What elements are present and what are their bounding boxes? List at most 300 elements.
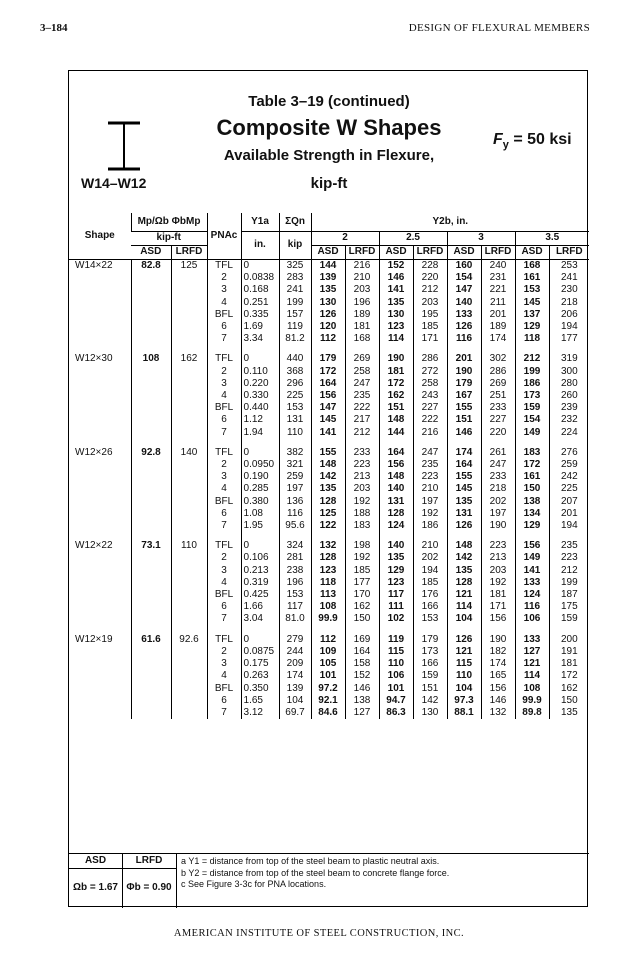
pna-cell: 3	[207, 284, 241, 296]
table-continued-title: Table 3–19 (continued)	[248, 93, 410, 110]
y1-cell: 1.69	[241, 321, 279, 333]
spacer-cell	[345, 345, 379, 353]
mp-blank	[131, 496, 171, 508]
sumq-cell: 283	[279, 272, 311, 284]
pna-cell: 7	[207, 613, 241, 625]
table-row	[69, 390, 589, 402]
shape-name: W12×22	[75, 540, 113, 552]
spacer-cell	[69, 532, 131, 540]
mp-blank	[171, 414, 207, 426]
strength-cell: 216	[413, 427, 447, 439]
sumq-cell: 153	[279, 589, 311, 601]
strength-cell: 179	[413, 634, 447, 646]
omega-value: Ωb = 1.67	[73, 882, 118, 893]
strength-cell: 240	[481, 260, 515, 273]
strength-cell: 220	[413, 272, 447, 284]
spacer-cell	[379, 532, 413, 540]
spacer-cell	[379, 345, 413, 353]
spacer-cell	[311, 345, 345, 353]
strength-cell: 124	[379, 520, 413, 532]
strength-cell: 223	[481, 540, 515, 552]
strength-cell: 212	[549, 565, 589, 577]
strength-cell: 183	[345, 520, 379, 532]
y1-cell: 1.95	[241, 520, 279, 532]
sumq-cell: 368	[279, 366, 311, 378]
y1-cell: 0.168	[241, 284, 279, 296]
y1-cell: 0.440	[241, 402, 279, 414]
strength-cell: 127	[345, 707, 379, 719]
strength-cell: 130	[311, 297, 345, 309]
pna-cell: BFL	[207, 683, 241, 695]
mp-blank	[131, 483, 171, 495]
strength-cell: 224	[549, 427, 589, 439]
mp-blank	[171, 483, 207, 495]
spacer-cell	[447, 532, 481, 540]
sumq-cell: 110	[279, 427, 311, 439]
strength-cell: 200	[549, 634, 589, 646]
strength-cell: 164	[311, 378, 345, 390]
sumq-cell: 225	[279, 390, 311, 402]
table-row	[69, 658, 589, 670]
strength-cell: 124	[515, 589, 549, 601]
spacer-cell	[515, 439, 549, 447]
strength-cell: 213	[481, 552, 515, 564]
strength-cell: 156	[311, 390, 345, 402]
strength-cell: 174	[447, 447, 481, 459]
strength-cell: 89.8	[515, 707, 549, 719]
mp-blank	[131, 427, 171, 439]
strength-cell: 140	[447, 297, 481, 309]
strength-cell: 121	[447, 589, 481, 601]
y1-cell: 0.319	[241, 577, 279, 589]
strength-cell: 272	[413, 366, 447, 378]
group-spacer	[69, 345, 589, 353]
sumq-cell: 104	[279, 695, 311, 707]
spacer-cell	[207, 626, 241, 634]
strength-cell: 155	[447, 471, 481, 483]
strength-cell: 302	[481, 353, 515, 365]
strength-cell: 181	[379, 366, 413, 378]
strength-cell: 203	[345, 284, 379, 296]
strength-cell: 153	[515, 284, 549, 296]
mp-blank	[131, 333, 171, 345]
strength-cell: 216	[345, 260, 379, 273]
mp-blank	[131, 508, 171, 520]
y1-cell: 0.0838	[241, 272, 279, 284]
spacer-cell	[311, 626, 345, 634]
strength-cell: 189	[481, 321, 515, 333]
footnote-a: a Y1 = distance from top of the steel beam to plastic neutral axis.	[181, 856, 440, 866]
strength-cell: 155	[447, 402, 481, 414]
strength-cell: 190	[447, 366, 481, 378]
strength-cell: 165	[481, 670, 515, 682]
strength-cell: 150	[549, 695, 589, 707]
strength-cell: 198	[345, 540, 379, 552]
strength-cell: 159	[515, 402, 549, 414]
strength-cell: 159	[413, 670, 447, 682]
mp-blank	[171, 321, 207, 333]
table-row	[69, 520, 589, 532]
spacer-cell	[131, 626, 171, 634]
mp-blank	[131, 601, 171, 613]
shape-blank	[69, 552, 131, 564]
resistance-factor-box	[69, 854, 176, 908]
strength-cell: 186	[515, 378, 549, 390]
strength-cell: 231	[481, 272, 515, 284]
mp-blank	[171, 366, 207, 378]
strength-cell: 145	[311, 414, 345, 426]
spacer-cell	[131, 439, 171, 447]
strength-cell: 223	[549, 552, 589, 564]
shape-blank	[69, 309, 131, 321]
pna-cell: BFL	[207, 309, 241, 321]
strength-cell: 97.3	[447, 695, 481, 707]
mp-lrfd: 162	[171, 353, 207, 365]
mp-blank	[171, 284, 207, 296]
sumq-cell: 119	[279, 321, 311, 333]
shape-blank	[69, 297, 131, 309]
group-spacer	[69, 532, 589, 540]
strength-cell: 135	[447, 565, 481, 577]
mp-asd: 61.6	[131, 634, 171, 646]
sumq-cell: 174	[279, 670, 311, 682]
spacer-cell	[241, 345, 279, 353]
strength-cell: 104	[447, 683, 481, 695]
mp-blank	[171, 508, 207, 520]
mp-blank	[171, 658, 207, 670]
sumq-cell: 157	[279, 309, 311, 321]
yield-strength-label: $F_y = 50$ ksi	[493, 131, 572, 152]
footer-asd-label: ASD	[84, 855, 107, 866]
mp-asd: 108	[131, 353, 171, 365]
strength-cell: 269	[345, 353, 379, 365]
shape-blank	[69, 683, 131, 695]
strength-cell: 201	[549, 508, 589, 520]
strength-cell: 162	[379, 390, 413, 402]
col-asd: ASD	[379, 246, 413, 260]
strength-cell: 129	[515, 520, 549, 532]
table-row	[69, 260, 589, 273]
shape-range-label: W14–W12	[81, 175, 147, 191]
strength-cell: 276	[549, 447, 589, 459]
strength-cell: 194	[549, 520, 589, 532]
mp-blank	[171, 683, 207, 695]
strength-cell: 133	[447, 309, 481, 321]
y1-cell: 0.190	[241, 471, 279, 483]
strength-cell: 152	[345, 670, 379, 682]
strength-cell: 92.1	[311, 695, 345, 707]
mp-blank	[131, 695, 171, 707]
strength-cell: 147	[311, 402, 345, 414]
col-lrfd: LRFD	[481, 246, 515, 260]
sumq-cell: 259	[279, 471, 311, 483]
mp-blank	[131, 707, 171, 719]
mp-blank	[131, 459, 171, 471]
strength-cell: 146	[447, 427, 481, 439]
y1-cell: 0.213	[241, 565, 279, 577]
sumq-cell: 209	[279, 658, 311, 670]
mp-lrfd: 140	[171, 447, 207, 459]
strength-cell: 280	[549, 378, 589, 390]
strength-cell: 141	[379, 284, 413, 296]
spacer-cell	[413, 626, 447, 634]
col-lrfd: LRFD	[345, 246, 379, 260]
strength-cell: 128	[311, 552, 345, 564]
table-row	[69, 683, 589, 695]
strength-cell: 118	[311, 577, 345, 589]
strength-cell: 145	[515, 297, 549, 309]
y1-cell: 0.350	[241, 683, 279, 695]
pna-cell: 4	[207, 577, 241, 589]
strength-cell: 196	[345, 297, 379, 309]
strength-cell: 217	[345, 414, 379, 426]
pna-cell: TFL	[207, 260, 241, 273]
sumq-cell: 69.7	[279, 707, 311, 719]
strength-cell: 286	[413, 353, 447, 365]
strength-cell: 101	[379, 683, 413, 695]
pna-cell: 3	[207, 471, 241, 483]
strength-cell: 156	[515, 540, 549, 552]
strength-cell: 187	[549, 589, 589, 601]
strength-cell: 126	[447, 520, 481, 532]
spacer-cell	[481, 439, 515, 447]
shape-blank	[69, 427, 131, 439]
table-frame	[68, 70, 588, 907]
strength-cell: 218	[549, 297, 589, 309]
strength-cell: 121	[447, 646, 481, 658]
strength-cell: 227	[413, 402, 447, 414]
strength-cell: 197	[481, 508, 515, 520]
pna-cell: 2	[207, 272, 241, 284]
strength-cell: 108	[311, 601, 345, 613]
section-title: DESIGN OF FLEXURAL MEMBERS	[408, 22, 590, 34]
strength-cell: 110	[379, 658, 413, 670]
strength-cell: 218	[481, 483, 515, 495]
spacer-cell	[69, 626, 131, 634]
strength-cell: 144	[379, 427, 413, 439]
strength-cell: 185	[413, 321, 447, 333]
spacer-cell	[345, 626, 379, 634]
mp-lrfd: 125	[171, 260, 207, 273]
strength-cell: 242	[549, 471, 589, 483]
strength-cell: 203	[345, 483, 379, 495]
table-row	[69, 483, 589, 495]
strength-cell: 233	[481, 471, 515, 483]
shape-blank	[69, 496, 131, 508]
strength-cell: 142	[311, 471, 345, 483]
table-row	[69, 646, 589, 658]
y1-cell: 1.94	[241, 427, 279, 439]
table-row	[69, 601, 589, 613]
strength-cell: 261	[481, 447, 515, 459]
table-row	[69, 634, 589, 646]
col-asd: ASD	[311, 246, 345, 260]
strength-cell: 127	[515, 646, 549, 658]
strength-cell: 144	[311, 260, 345, 273]
strength-cell: 141	[515, 565, 549, 577]
mp-blank	[131, 378, 171, 390]
shape-blank	[69, 589, 131, 601]
strength-cell: 101	[311, 670, 345, 682]
strength-cell: 138	[515, 496, 549, 508]
strength-cell: 241	[549, 272, 589, 284]
mp-blank	[131, 613, 171, 625]
strength-cell: 111	[379, 601, 413, 613]
pna-cell: 3	[207, 378, 241, 390]
y1-cell: 1.12	[241, 414, 279, 426]
footnotes	[181, 856, 449, 891]
strength-cell: 151	[379, 402, 413, 414]
strength-cell: 259	[549, 459, 589, 471]
pna-cell: 2	[207, 646, 241, 658]
strength-cell: 152	[379, 260, 413, 273]
pna-cell: 2	[207, 552, 241, 564]
strength-cell: 149	[515, 552, 549, 564]
spacer-cell	[345, 532, 379, 540]
mp-blank	[131, 565, 171, 577]
strength-cell: 150	[345, 613, 379, 625]
mp-blank	[131, 471, 171, 483]
strength-cell: 172	[311, 366, 345, 378]
strength-cell: 148	[311, 459, 345, 471]
strength-cell: 114	[515, 670, 549, 682]
strength-cell: 183	[515, 447, 549, 459]
mp-blank	[171, 390, 207, 402]
sumq-cell: 117	[279, 601, 311, 613]
pna-cell: 6	[207, 695, 241, 707]
strength-cell: 230	[549, 284, 589, 296]
mp-blank	[171, 601, 207, 613]
strength-cell: 223	[345, 459, 379, 471]
spacer-cell	[345, 439, 379, 447]
col-pna-header: PNAc	[207, 213, 241, 260]
mp-blank	[171, 613, 207, 625]
strength-cell: 106	[379, 670, 413, 682]
col-asd: ASD	[131, 246, 171, 260]
y1-cell: 3.04	[241, 613, 279, 625]
strength-cell: 251	[481, 390, 515, 402]
mp-blank	[131, 309, 171, 321]
spacer-cell	[311, 532, 345, 540]
mp-blank	[171, 496, 207, 508]
strength-cell: 156	[481, 683, 515, 695]
spacer-cell	[549, 626, 589, 634]
strength-cell: 172	[515, 459, 549, 471]
strength-cell: 126	[447, 634, 481, 646]
strength-cell: 118	[515, 333, 549, 345]
spacer-cell	[171, 532, 207, 540]
shape-blank	[69, 459, 131, 471]
mp-blank	[171, 520, 207, 532]
strength-cell: 148	[379, 414, 413, 426]
spacer-cell	[241, 439, 279, 447]
strength-cell: 132	[481, 707, 515, 719]
shape-blank	[69, 321, 131, 333]
spacer-cell	[549, 532, 589, 540]
sumq-cell: 136	[279, 496, 311, 508]
strength-cell: 182	[481, 646, 515, 658]
mp-blank	[171, 471, 207, 483]
strength-cell: 110	[447, 670, 481, 682]
table-row	[69, 297, 589, 309]
shape-blank	[69, 695, 131, 707]
table-row	[69, 471, 589, 483]
strength-cell: 123	[379, 577, 413, 589]
strength-cell: 161	[515, 471, 549, 483]
strength-table	[69, 213, 589, 719]
table-row	[69, 459, 589, 471]
strength-cell: 149	[515, 427, 549, 439]
y1-cell: 0	[241, 447, 279, 459]
y1-cell: 0	[241, 353, 279, 365]
strength-cell: 190	[481, 634, 515, 646]
strength-cell: 212	[413, 284, 447, 296]
table-row	[69, 272, 589, 284]
strength-cell: 181	[549, 658, 589, 670]
strength-cell: 168	[345, 333, 379, 345]
y1-cell: 0.285	[241, 483, 279, 495]
spacer-cell	[481, 345, 515, 353]
table-row	[69, 670, 589, 682]
col-y2-3: 3	[447, 232, 515, 246]
strength-cell: 235	[549, 540, 589, 552]
strength-cell: 135	[379, 552, 413, 564]
strength-cell: 177	[549, 333, 589, 345]
strength-cell: 159	[549, 613, 589, 625]
y1-cell: 1.65	[241, 695, 279, 707]
strength-cell: 210	[413, 483, 447, 495]
mp-blank	[171, 378, 207, 390]
spacer-cell	[69, 345, 131, 353]
strength-cell: 319	[549, 353, 589, 365]
spacer-cell	[447, 626, 481, 634]
col-kipft-header: kip-ft	[131, 232, 207, 246]
spacer-cell	[549, 439, 589, 447]
sumq-cell: 279	[279, 634, 311, 646]
strength-cell: 173	[515, 390, 549, 402]
strength-cell: 194	[549, 321, 589, 333]
strength-cell: 99.9	[311, 613, 345, 625]
y1-cell: 0	[241, 634, 279, 646]
table-row	[69, 378, 589, 390]
spacer-cell	[447, 439, 481, 447]
strength-cell: 109	[311, 646, 345, 658]
pna-cell: 4	[207, 390, 241, 402]
table-row	[69, 414, 589, 426]
strength-cell: 119	[379, 634, 413, 646]
strength-cell: 194	[413, 565, 447, 577]
strength-cell: 260	[549, 390, 589, 402]
strength-cell: 133	[515, 634, 549, 646]
footnote-b: b Y2 = distance from top of the steel beam to concrete flange force.	[181, 867, 450, 878]
col-sumq-header: ΣQn	[279, 213, 311, 232]
table-body	[69, 260, 589, 720]
mp-blank	[171, 589, 207, 601]
strength-cell: 120	[311, 321, 345, 333]
col-y2-25: 2.5	[379, 232, 447, 246]
y1-cell: 3.34	[241, 333, 279, 345]
strength-cell: 156	[481, 613, 515, 625]
strength-cell: 243	[413, 390, 447, 402]
spacer-cell	[171, 345, 207, 353]
strength-cell: 179	[311, 353, 345, 365]
strength-cell: 164	[447, 459, 481, 471]
strength-cell: 123	[311, 565, 345, 577]
strength-cell: 97.2	[311, 683, 345, 695]
y1-cell: 0.110	[241, 366, 279, 378]
strength-cell: 148	[447, 540, 481, 552]
strength-cell: 131	[447, 508, 481, 520]
